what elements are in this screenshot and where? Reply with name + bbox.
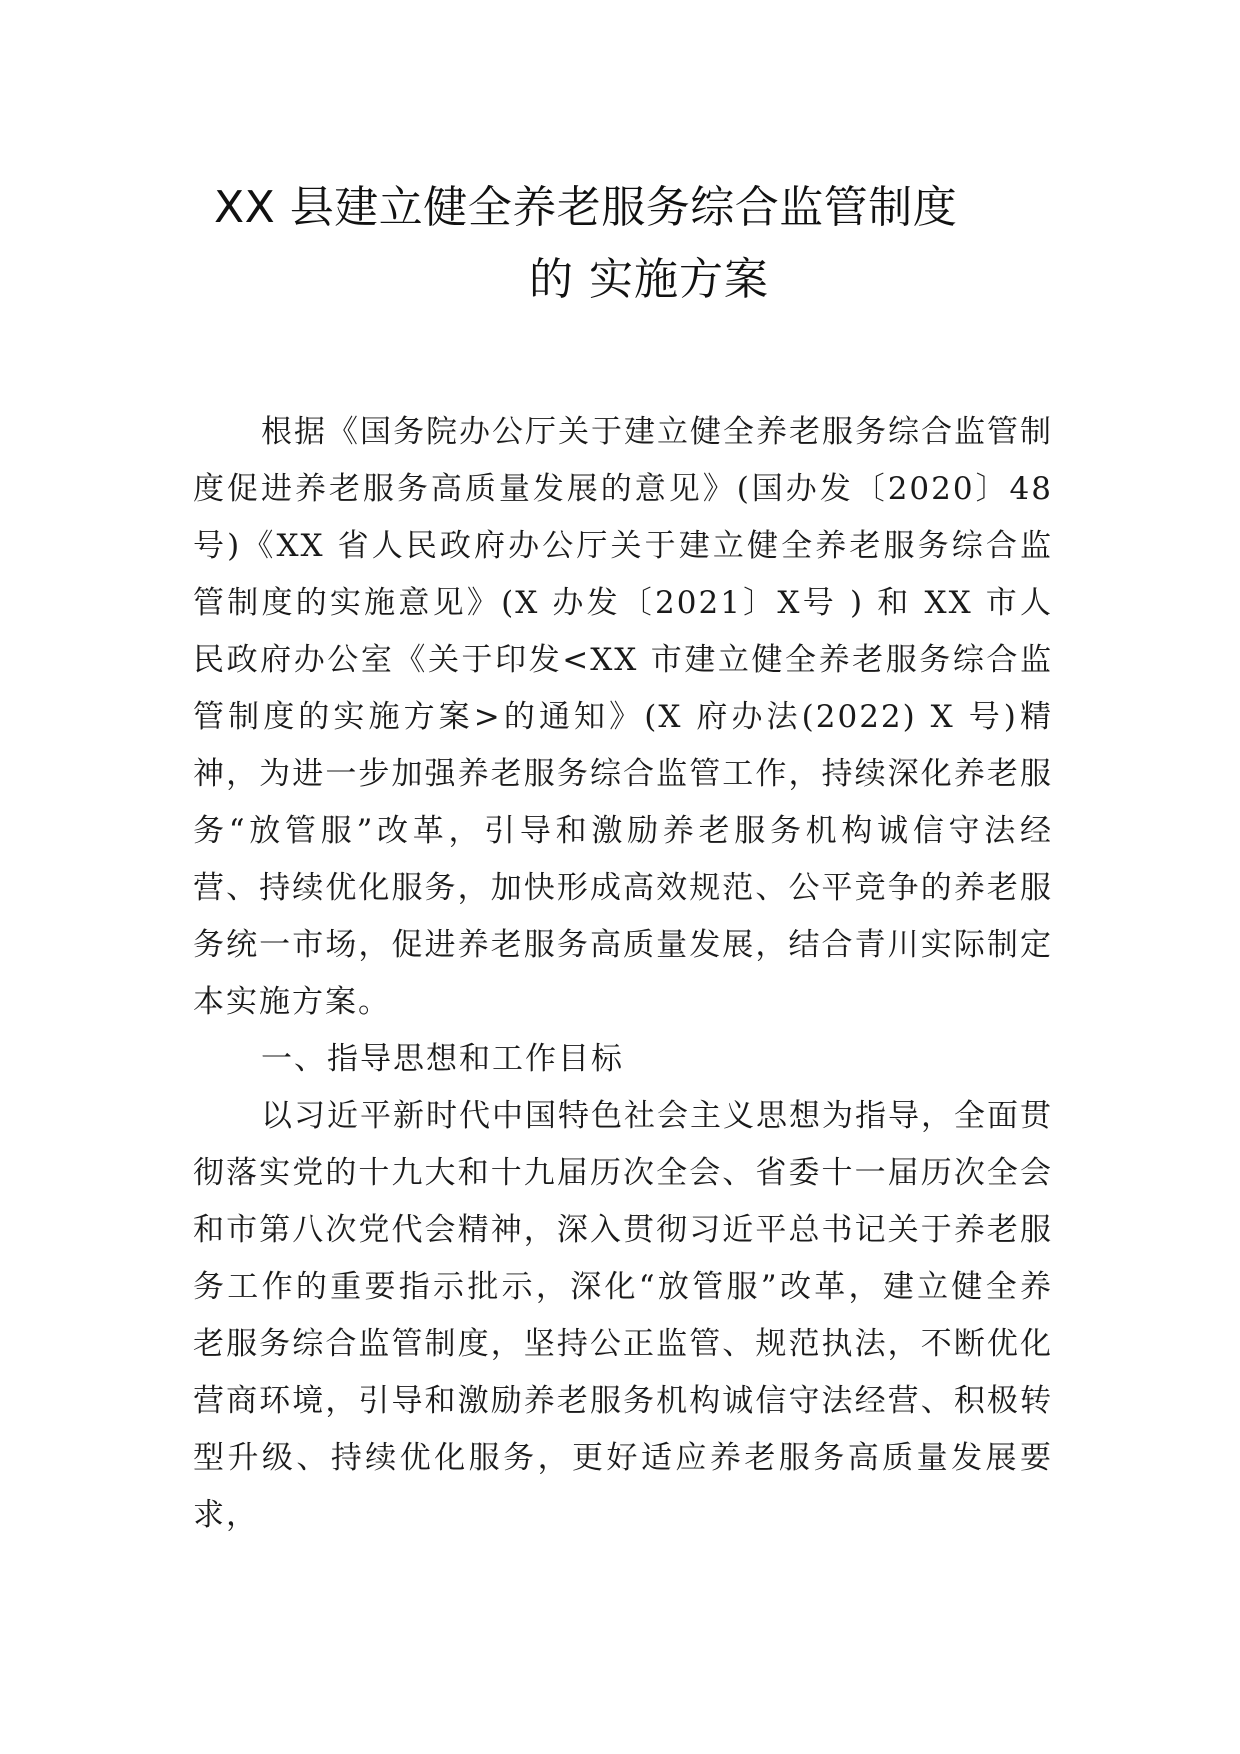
document-title-line-1: XX 县建立健全养老服务综合监管制度 [214,182,958,233]
section-heading-guiding-ideology: 一、指导思想和工作目标 [261,1041,624,1077]
document-title-line-2: 的 实施方案 [529,254,769,305]
guiding-ideology-paragraph: 以习近平新时代中国特色社会主义思想为指导，全面贯彻落实党的十九大和十九届历次全会、省委十一届历次全会和市第八次党代会精神，深入贯彻习近平总书记关于养老服务工作的重要指示批示，深化“放管服”改革，建立健全养老服务综合监管制度，坚持公正监管、规范执法，不断优化营商环境，引导和激励养老服务机构诚信守法经营、积极转型升级、持续优化服务，更好适应养老服务高质量发展要求， [193,1098,1053,1533]
document-body [193,404,1053,1544]
intro-paragraph: 根据《国务院办公厅关于建立健全养老服务综合监管制度促进养老服务高质量发展的意见》(国办发〔2020〕48号)《XX 省人民政府办公厅关于建立健全养老服务综合监管制度的实施意见》(X 办发〔2021〕X号 ) 和 XX 市人民政府办公室《关于印发<XX 市建立健全养老服务综合监管制度的实施方案>的通知》(X 府办法(2022) X 号)精神，为进一步加强养老服务综合监管工作，持续深化养老服务“放管服”改革，引导和激励养老服务机构诚信守法经营、持续优化服务，加快形成高效规范、公平竞争的养老服务统一市场，促进养老服务高质量发展，结合青川实际制定本实施方案。 [193,414,1053,1020]
